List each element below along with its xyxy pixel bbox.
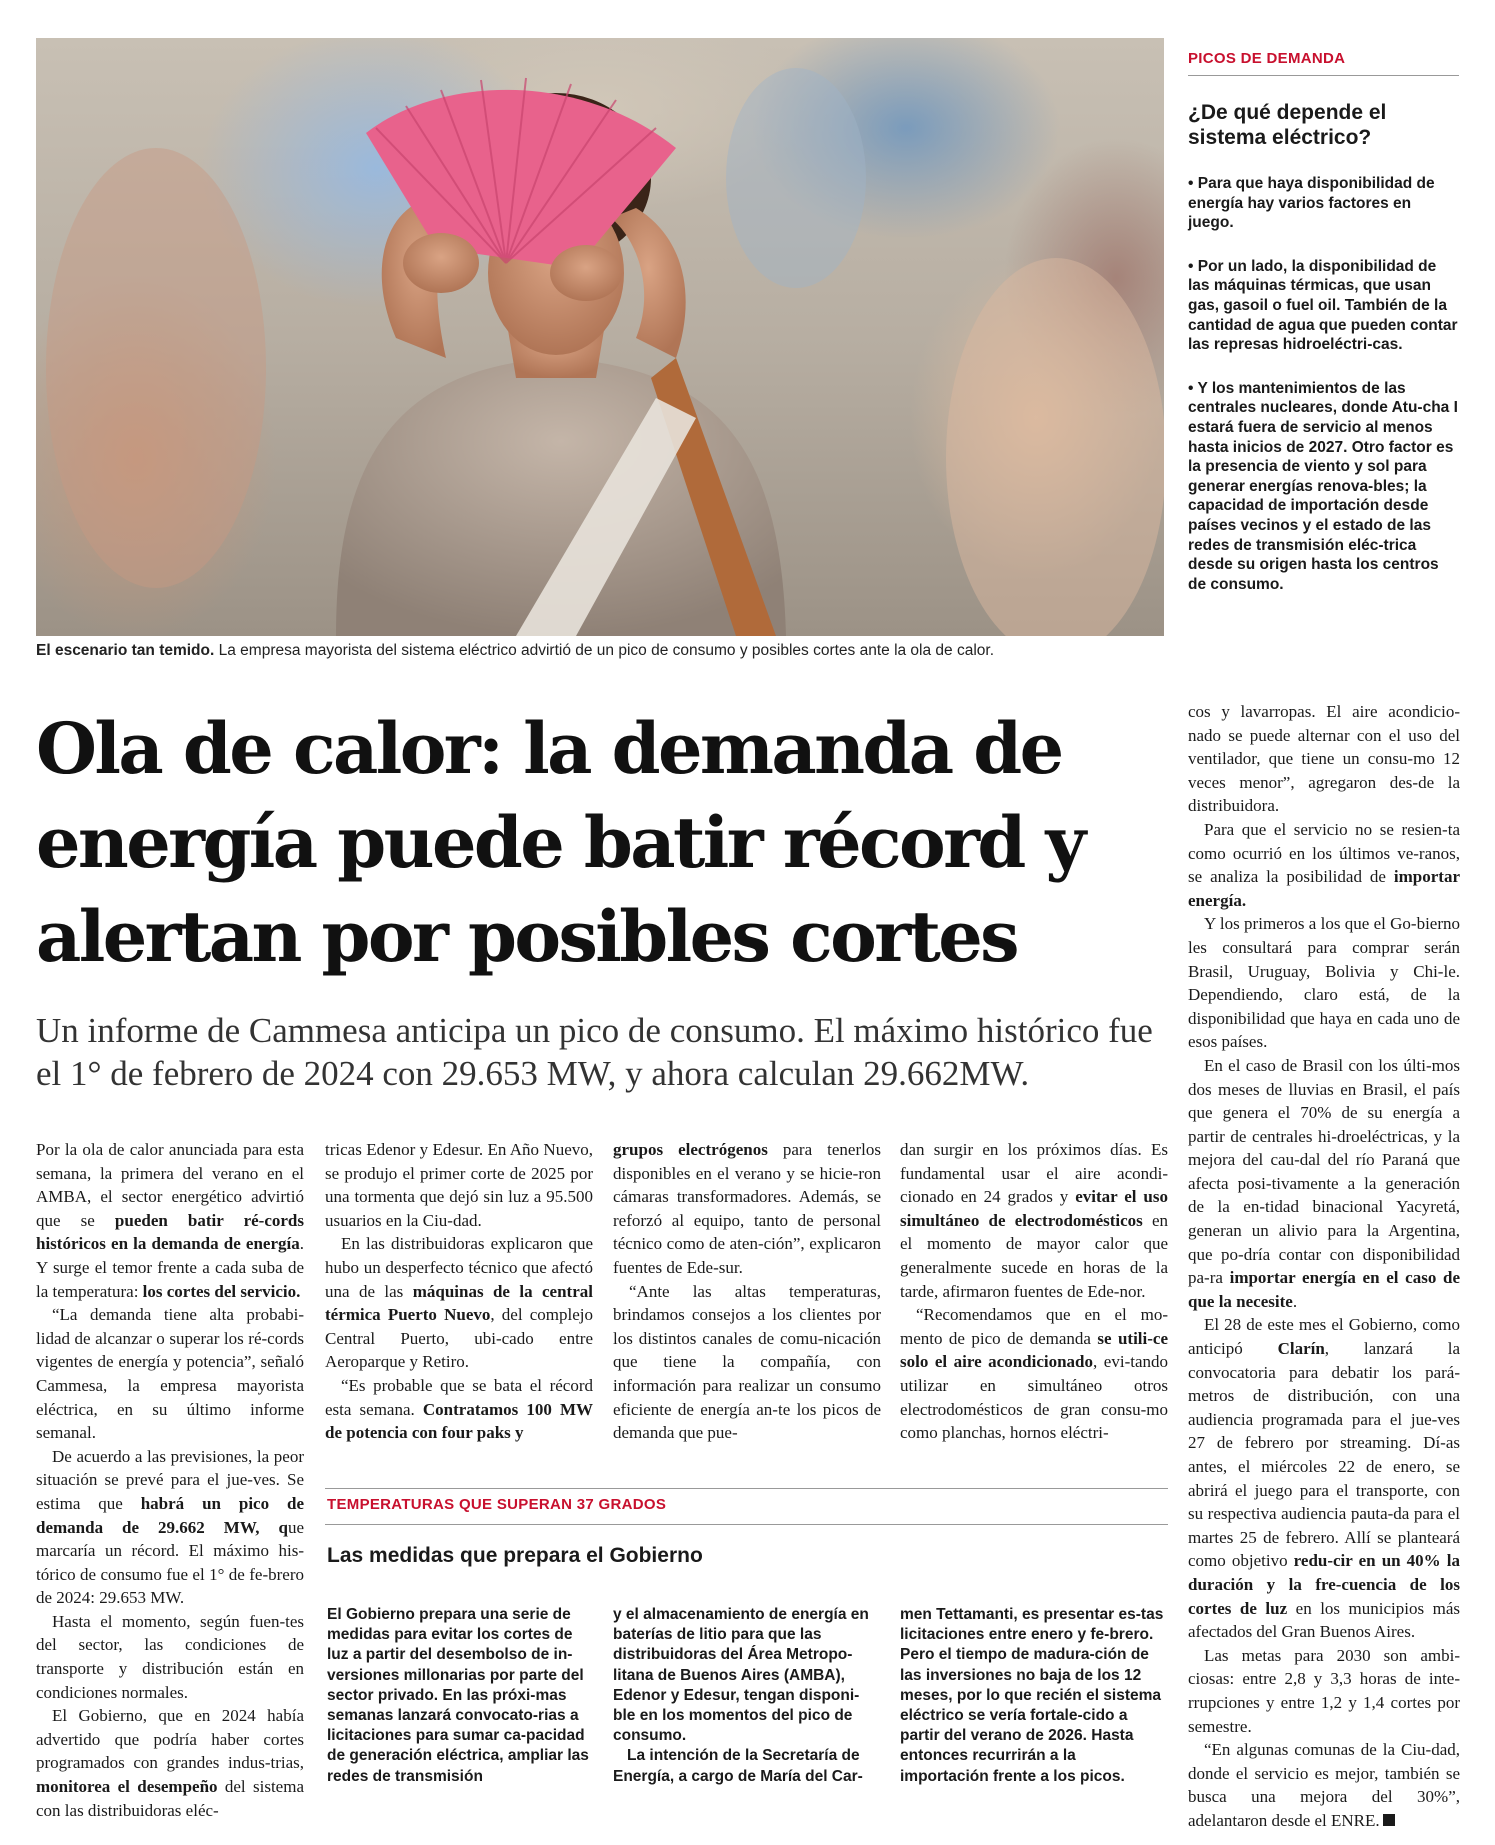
bold-run: se utili-ce solo el aire acondicionado <box>900 1328 1168 1372</box>
bold-run: máquinas de la central térmica Puerto Nuevo <box>325 1281 593 1325</box>
paragraph <box>900 1303 1168 1445</box>
subhead: Un informe de Cammesa anticipa un pico de consumo. El máximo histórico fue el 1° de febrero de 2024 con 29.653 MW, y ahora calculan 29.662MW. <box>36 1011 1153 1093</box>
text-run: del sistema con las distribuidoras eléc- <box>36 1777 304 1820</box>
photo-caption <box>36 641 1164 661</box>
sidebar-kicker: PICOS DE DEMANDA <box>1188 38 1459 76</box>
bold-run: pueden batir ré-cords históricos en la demanda de energía <box>36 1210 304 1254</box>
photo-illustration <box>36 38 1164 636</box>
text-run: Por la ola de calor anunciada para esta semana, la primera del verano en el AMBA, el sector energético advirtió que se <box>36 1140 304 1230</box>
paragraph <box>900 1138 1168 1303</box>
paragraph <box>325 1232 593 1374</box>
box-paragraph: men Tettamanti, es presentar es-tas licitaciones entre enero y fe-brero. Pero el tiempo de madura-ción de las inversiones no baja de los 12 meses, por lo que recién el sistema eléctrico se vería fortale-cido a partir del verano de 2026. Hasta entonces recurrirán a la importación frente a los picos. <box>900 1606 1164 1785</box>
paragraph: tricas Edenor y Edesur. En Año Nuevo, se produjo el primer corte de 2025 por una tormenta que dejó sin luz a 95.500 usuarios en la Ciu-dad. <box>325 1140 593 1230</box>
box-title: Las medidas que prepara el Gobierno <box>327 1544 703 1567</box>
bold-run: Clarín <box>1277 1339 1325 1359</box>
paragraph <box>1188 1738 1460 1832</box>
bold-run: los cortes del servicio. <box>142 1281 301 1301</box>
box-column-1 <box>327 1605 593 1787</box>
caption-text: La empresa mayorista del sistema eléctrico advirtió de un pico de consumo y posibles cortes ante la ola de calor. <box>214 642 995 659</box>
paragraph: Y los primeros a los que el Go-bierno les consultará para comprar serán Brasil, Uruguay, Bolivia y Chi-le. Dependiendo, claro está, de la disponibilidad que haya en cada uno de esos países. <box>1188 914 1460 1052</box>
box-paragraph: La intención de la Secretaría de Energía, a cargo de María del Car- <box>613 1747 863 1785</box>
text-run: en el momento de mayor calor que generalmente sucede en horas de la tarde, afirmaron fuentes de Ede-nor. <box>900 1210 1169 1301</box>
paragraph: Las metas para 2030 son ambi-ciosas: entre 2,8 y 3,3 horas de inte-rrupciones y entre 1,2 y 1,4 cortes por semestre. <box>1188 1645 1460 1736</box>
paragraph <box>1188 818 1460 912</box>
bold-run: importar energía en el caso de que la necesite <box>1188 1268 1460 1311</box>
text-run: En las distribuidoras explicaron que hubo un desperfecto técnico que afectó una de las <box>325 1234 593 1301</box>
box-column-3 <box>900 1605 1166 1787</box>
box-kicker-rule <box>325 1524 1168 1525</box>
paragraph <box>36 1445 304 1610</box>
box-paragraph: y el almacenamiento de energía en baterías de litio para que las distribuidoras del Área Metropo-litana de Buenos Aires (AMBA), Edenor y Edesur, tengan disponi-ble en los momentos del pico de consumo. <box>613 1606 869 1745</box>
paragraph <box>613 1138 881 1280</box>
sidebar-box <box>1188 38 1459 594</box>
text-run: , del complejo Central Puerto, ubi-cado entre Aeroparque y Retiro. <box>325 1305 593 1372</box>
paragraph: cos y lavarropas. El aire acondicio-nado se puede alternar con el uso del ventilador, que tiene un consu-mo 12 veces menor”, agregaron des-de la distribuidora. <box>1188 702 1460 816</box>
text-run: en los municipios más afectados del Gran Buenos Aires. <box>1188 1598 1460 1642</box>
caption-lead: El escenario tan temido. <box>36 642 215 659</box>
bold-run: importar energía. <box>1188 867 1460 910</box>
text-run: “Recomendamos que en el mo-mento de pico de demanda <box>900 1305 1168 1348</box>
sidebar-item: • Y los mantenimientos de las centrales nucleares, donde Atu-cha I estará fuera de servicio al menos hasta inicios de 2027. Otro factor es la presencia de viento y sol para generar energías renova-bles; la capacidad de importación desde países vecinos y el estado de las redes de transmisión eléc-trica desde su origen hasta los centros de consumo. <box>1188 379 1458 593</box>
text-run: En el caso de Brasil con los últi-mos dos meses de lluvias en Brasil, el país que genera el 70% de su energía a partir de centrales hi-droeléctricas, y la mejora del cau-dal del río Paraná que afecta posi-tivamente a la generación de la en-tidad binacional Yacyretá, generan un alivio para la Argentina, que po-dría contar con disponibilidad pa-ra <box>1188 1055 1460 1288</box>
text-run: “Es probable que se bata el récord esta semana. <box>325 1375 593 1419</box>
paragraph <box>1188 1313 1460 1643</box>
bold-run: monitorea el desempeño <box>36 1777 218 1797</box>
text-run: De acuerdo a las previsiones, la peor situación se prevé para el jue-ves. Se estima que <box>36 1446 304 1513</box>
text-run: dan surgir en los próximos días. Es fundamental usar el aire acondi-cionado en 24 grados y <box>900 1140 1168 1207</box>
text-run: El 28 de este mes el Gobierno, como anticipó <box>1188 1315 1460 1359</box>
article-column-4 <box>900 1138 1168 1445</box>
text-run: . Y surge el temor frente a cada suba de la temperatura: <box>36 1234 304 1301</box>
text-run: para tenerlos disponibles en el verano y se hicie-ron cámaras transformadores. Además, se reforzó al equipo, tanto de personal técnico como de aten-ción”, explicaron fuentes de Ede-sur. <box>613 1140 881 1277</box>
article-column-1 <box>36 1138 304 1822</box>
text-run: ue marcaría un récord. El máximo his-tórico de consumo fue el 1° de fe-brero de 2024: 29.653 MW. <box>36 1517 304 1608</box>
bold-run: grupos electrógenos <box>613 1140 768 1159</box>
sidebar-title: ¿De qué depende el sistema eléctrico? <box>1188 101 1387 149</box>
article-column-3 <box>613 1138 881 1445</box>
article-column-5 <box>1188 700 1460 1833</box>
end-of-article-mark <box>1383 1814 1395 1826</box>
text-run: , lanzará la convocatoria para debatir los pará-metros de distribución, con una audiencia programada para el jue-ves 27 de febrero por streaming. Dí-as antes, el miércoles 22 de enero, se abrirá el juego para el transporte, con su respectiva audiencia pauta-da para el martes 25 de febrero. Allí se planteará como objetivo <box>1188 1339 1460 1571</box>
text-run: , evi-tando utilizar en simultáneo otros electrodomésticos de gran consu-mo como planchas, hornos eléctri- <box>900 1352 1168 1443</box>
bold-run: evitar el uso simultáneo de electrodomésticos <box>900 1187 1168 1230</box>
box-kicker: TEMPERATURAS QUE SUPERAN 37 GRADOS <box>327 1496 667 1513</box>
bold-run: habrá un pico de demanda de 29.662 MW, q <box>36 1493 304 1537</box>
box-column-2 <box>613 1605 879 1787</box>
paragraph <box>325 1374 593 1445</box>
article-column-2 <box>325 1138 593 1445</box>
paragraph <box>1188 1054 1460 1314</box>
paragraph: “Ante las altas temperaturas, brindamos consejos a los clientes por los distintos canales de comu-nicación que tiene la compañía, con información para realizar un consumo eficiente de energía an-te los picos de demanda que pue- <box>613 1281 881 1443</box>
news-photo <box>36 38 1164 636</box>
box-top-rule <box>325 1488 1168 1489</box>
paragraph: “La demanda tiene alta probabi-lidad de alcanzar o superar los ré-cords vigentes de energía y potencia”, señaló Cammesa, la empresa mayorista eléctrica, en su último informe semanal. <box>36 1305 304 1443</box>
bold-run: redu-cir en un 40% la duración y la fre-cuencia de los cortes de luz <box>1188 1551 1460 1618</box>
paragraph <box>36 1138 304 1303</box>
headline: Ola de calor: la demanda de energía puede batir récord y alertan por posibles cortes <box>36 707 1084 978</box>
sidebar-item: • Por un lado, la disponibilidad de las máquinas térmicas, que usan gas, gasoil o fuel oil. También de la cantidad de agua que pueden contar las represas hidroeléctri-cas. <box>1188 257 1458 354</box>
text-run: El Gobierno, que en 2024 había advertido que podría haber cortes programados con grandes indus-trias, <box>36 1706 304 1773</box>
box-paragraph: El Gobierno prepara una serie de medidas para evitar los cortes de luz a partir del desembolso de in-versiones millonarias por parte del sector privado. En las próxi-mas semanas lanzará convocato-rias a licitaciones para sumar ca-pacidad de generación eléctrica, ampliar las redes de transmisión <box>327 1606 589 1785</box>
text-run: “En algunas comunas de la Ciu-dad, donde el servicio es mejor, también se busca una mejora del 30%”, adelantaron desde el ENRE. <box>1188 1740 1460 1830</box>
text-run: . <box>1292 1291 1298 1311</box>
paragraph: Hasta el momento, según fuen-tes del sector, las condiciones de transporte y distribución están en condiciones normales. <box>36 1611 304 1702</box>
text-run: Para que el servicio no se resien-ta como ocurrió en los últimos ve-ranos, se analiza la posibilidad de <box>1188 819 1460 887</box>
paragraph <box>36 1704 304 1822</box>
sidebar-item: • Para que haya disponibilidad de energía hay varios factores en juego. <box>1188 175 1435 232</box>
bold-run: Contratamos 100 MW de potencia con four paks y <box>325 1399 594 1443</box>
